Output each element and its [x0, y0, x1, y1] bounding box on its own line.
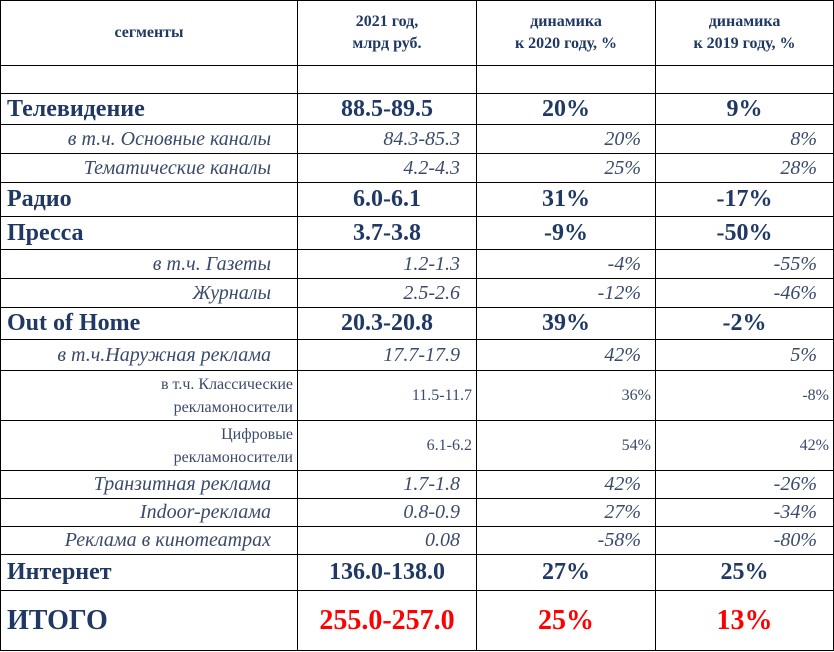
dyn2020-cell: 27%	[477, 555, 656, 591]
dyn2020-cell: 27%	[477, 499, 656, 527]
table-row-radio	[1, 183, 834, 217]
value-cell: 3.7-3.8	[298, 217, 477, 250]
dyn2019-cell: -34%	[656, 499, 834, 527]
segment-cell: Тематические каналы	[1, 154, 298, 183]
empty-row	[1, 66, 834, 94]
segment-cell: в т.ч. Газеты	[1, 250, 298, 279]
value-cell: 84.3-85.3	[298, 125, 477, 154]
table-row-classic-media	[1, 371, 834, 421]
total-value: 255.0-257.0	[298, 591, 477, 651]
dyn2019-cell: -26%	[656, 471, 834, 499]
dyn2020-cell: -58%	[477, 527, 656, 555]
value-cell: 6.1-6.2	[298, 421, 477, 471]
table-row-indoor	[1, 499, 834, 527]
value-cell: 2.5-2.6	[298, 279, 477, 308]
segment-cell: в т.ч.Наружная реклама	[1, 340, 298, 371]
header-segments: сегменты	[1, 1, 298, 66]
total-dyn2019: 13%	[656, 591, 834, 651]
table-row-thematic-channels	[1, 154, 834, 183]
dyn2020-cell: 42%	[477, 471, 656, 499]
segment-cell: Цифровые рекламоносители	[1, 421, 298, 471]
segment-cell: Интернет	[1, 555, 298, 591]
segment-cell: в т.ч. Основные каналы	[1, 125, 298, 154]
value-cell: 17.7-17.9	[298, 340, 477, 371]
header-row	[1, 1, 834, 66]
table-row-internet	[1, 555, 834, 591]
segment-cell: Пресса	[1, 217, 298, 250]
table-row-transit	[1, 471, 834, 499]
value-cell: 1.2-1.3	[298, 250, 477, 279]
table-row-cinema	[1, 527, 834, 555]
dyn2020-cell: 20%	[477, 94, 656, 125]
table-row-outdoor	[1, 340, 834, 371]
table-row-newspapers	[1, 250, 834, 279]
dyn2019-cell: -17%	[656, 183, 834, 217]
value-cell: 20.3-20.8	[298, 308, 477, 340]
segment-cell: Indoor-реклама	[1, 499, 298, 527]
value-cell: 0.08	[298, 527, 477, 555]
segment-cell: Телевидение	[1, 94, 298, 125]
value-cell: 88.5-89.5	[298, 94, 477, 125]
segment-cell: Out of Home	[1, 308, 298, 340]
value-cell: 1.7-1.8	[298, 471, 477, 499]
dyn2019-cell: -50%	[656, 217, 834, 250]
value-cell: 136.0-138.0	[298, 555, 477, 591]
dyn2019-cell: 28%	[656, 154, 834, 183]
dyn2019-cell: 25%	[656, 555, 834, 591]
total-label: ИТОГО	[1, 591, 298, 651]
segment-cell: Реклама в кинотеатрах	[1, 527, 298, 555]
value-cell: 0.8-0.9	[298, 499, 477, 527]
dyn2019-cell: -8%	[656, 371, 834, 421]
dyn2020-cell: -4%	[477, 250, 656, 279]
header-value-2021: 2021 год, млрд руб.	[298, 1, 477, 66]
table-row-total	[1, 591, 834, 651]
total-dyn2020: 25%	[477, 591, 656, 651]
segment-cell: Транзитная реклама	[1, 471, 298, 499]
dyn2020-cell: 20%	[477, 125, 656, 154]
dyn2019-cell: 9%	[656, 94, 834, 125]
dyn2019-cell: -46%	[656, 279, 834, 308]
header-dynamics-2020: динамика к 2020 году, %	[477, 1, 656, 66]
dyn2020-cell: 36%	[477, 371, 656, 421]
value-cell: 6.0-6.1	[298, 183, 477, 217]
segment-cell: Радио	[1, 183, 298, 217]
dyn2020-cell: 54%	[477, 421, 656, 471]
dyn2020-cell: 31%	[477, 183, 656, 217]
dyn2020-cell: 42%	[477, 340, 656, 371]
table-row-television	[1, 94, 834, 125]
table-row-digital-media	[1, 421, 834, 471]
table-row-magazines	[1, 279, 834, 308]
dyn2020-cell: 39%	[477, 308, 656, 340]
dyn2019-cell: -55%	[656, 250, 834, 279]
dyn2019-cell: -2%	[656, 308, 834, 340]
value-cell: 11.5-11.7	[298, 371, 477, 421]
segment-cell: в т.ч. Классические рекламоносители	[1, 371, 298, 421]
table-row-out-of-home	[1, 308, 834, 340]
table-row-main-channels	[1, 125, 834, 154]
dyn2019-cell: 42%	[656, 421, 834, 471]
value-cell: 4.2-4.3	[298, 154, 477, 183]
dyn2019-cell: -80%	[656, 527, 834, 555]
dyn2020-cell: -9%	[477, 217, 656, 250]
dyn2019-cell: 8%	[656, 125, 834, 154]
dyn2020-cell: 25%	[477, 154, 656, 183]
dyn2020-cell: -12%	[477, 279, 656, 308]
table-row-press	[1, 217, 834, 250]
dyn2019-cell: 5%	[656, 340, 834, 371]
segment-cell: Журналы	[1, 279, 298, 308]
header-dynamics-2019: динамика к 2019 году, %	[656, 1, 834, 66]
